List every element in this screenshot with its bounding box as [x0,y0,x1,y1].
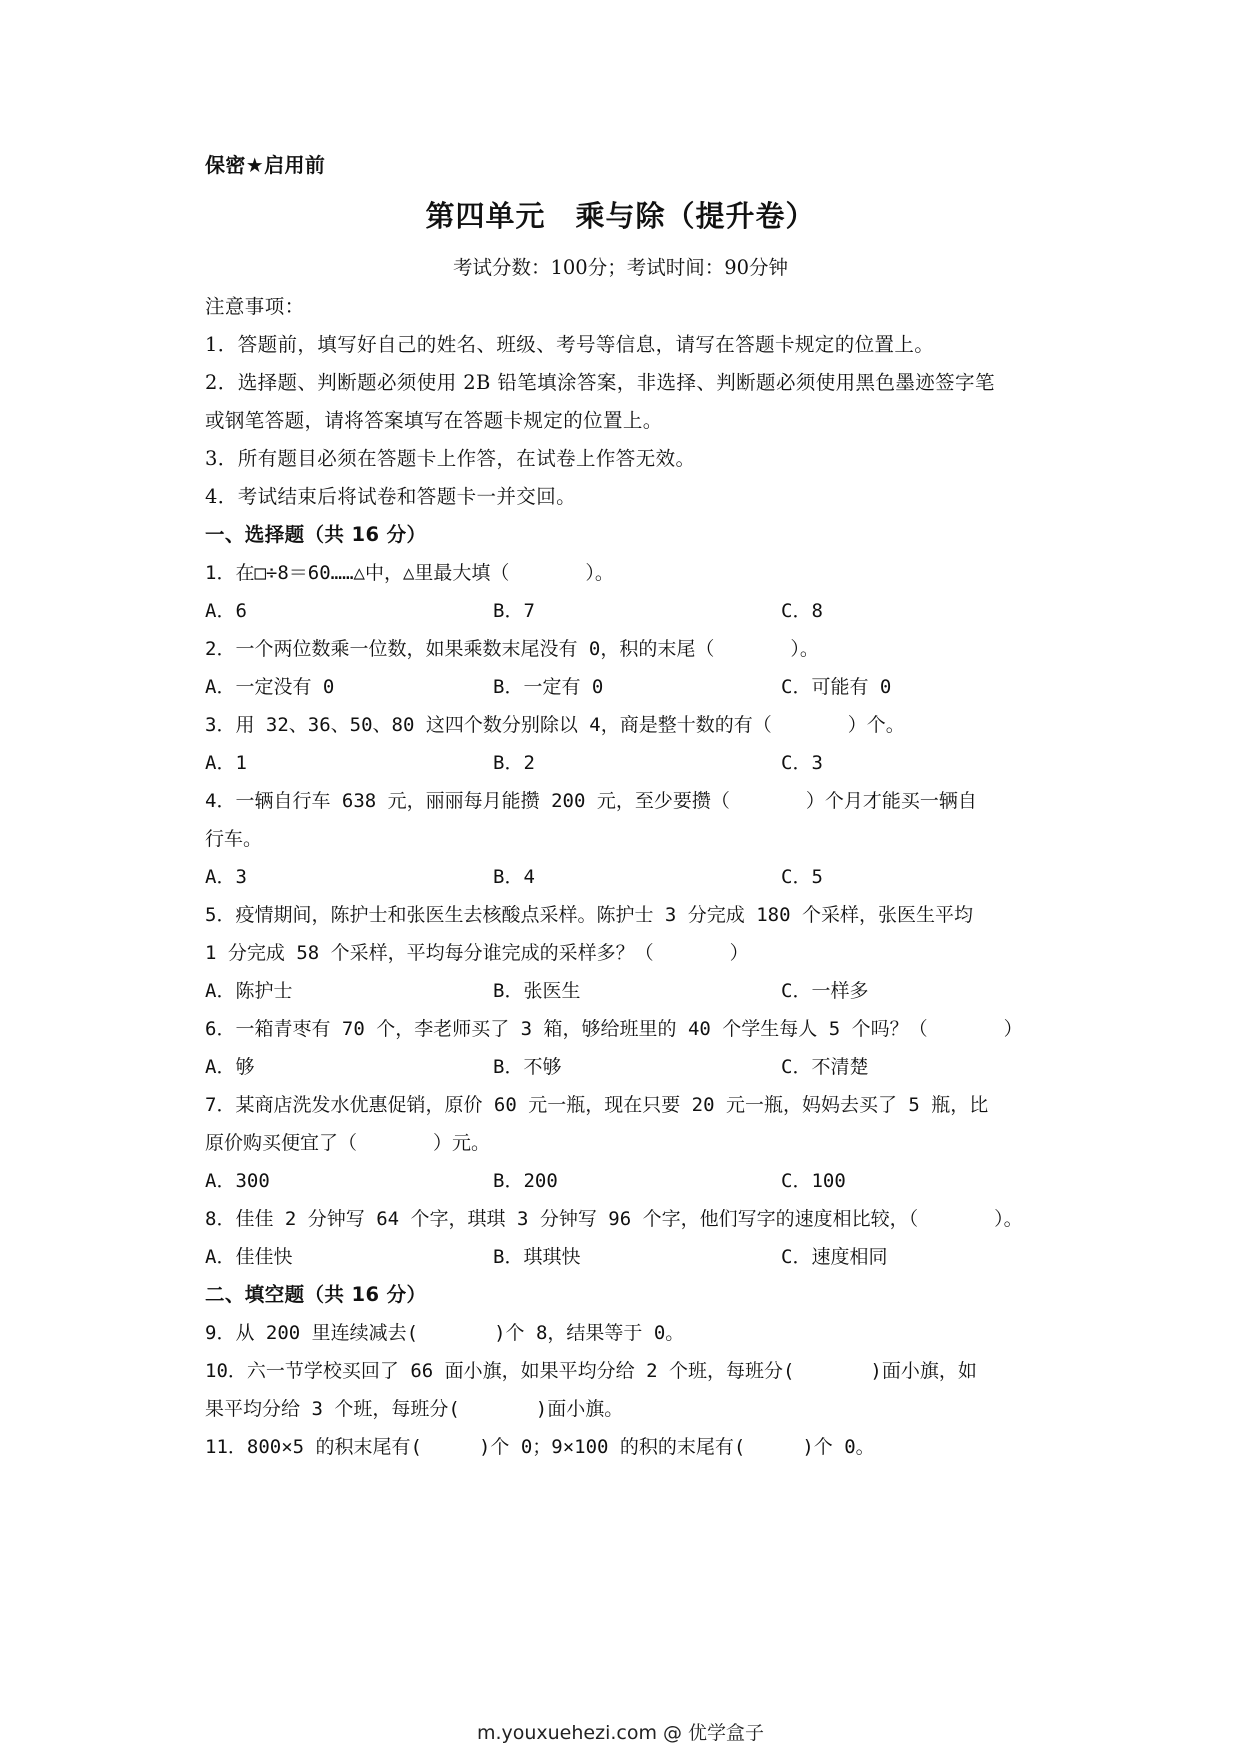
option-b: B．7 [493,600,535,622]
note-item: 3．所有题目必须在答题卡上作答，在试卷上作答无效。 [205,447,696,470]
section-heading-choice: 一、选择题（共 16 分） [205,523,427,546]
option-c: C．5 [781,866,823,888]
option-a: A．300 [205,1170,270,1192]
section-heading-fill: 二、填空题（共 16 分） [205,1283,427,1306]
note-item: 4．考试结束后将试卷和答题卡一并交回。 [205,485,577,508]
option-c: C．速度相同 [781,1246,888,1268]
note-item: 或钢笔答题，请将答案填写在答题卡规定的位置上。 [205,409,663,432]
option-b: B．张医生 [493,980,581,1002]
option-b: B．不够 [493,1056,562,1078]
option-a: A．佳佳快 [205,1246,293,1268]
option-c: C．8 [781,600,823,622]
option-b: B．4 [493,866,535,888]
option-a: A．3 [205,866,247,888]
exam-info: 考试分数：100分；考试时间：90分钟 [452,256,789,279]
page-title: 第四单元 乘与除（提升卷） [425,199,816,233]
question-text-cont: 1 分完成 58 个采样，平均每分谁完成的采样多？（ ） [205,942,749,964]
option-b: B．琪琪快 [493,1246,581,1268]
confidential-label: 保密★启用前 [205,153,326,177]
option-b: B．200 [493,1170,558,1192]
option-c: C．3 [781,752,823,774]
footer-watermark: m.youxuehezi.com @ 优学盒子 [476,1722,765,1744]
note-item: 2．选择题、判断题必须使用 2B 铅笔填涂答案，非选择、判断题必须使用黑色墨迹签字笔 [205,371,995,394]
question-text-cont: 行车。 [205,828,263,850]
question-text: 2．一个两位数乘一位数，如果乘数末尾没有 0，积的末尾（ ）。 [205,638,819,660]
option-c: C．100 [781,1170,846,1192]
question-text: 5．疫情期间，陈护士和张医生去核酸点采样。陈护士 3 分完成 180 个采样，张医生平均 [205,904,973,926]
question-text: 3．用 32、36、50、80 这四个数分别除以 4，商是整十数的有（ ）个。 [205,714,905,736]
question-text: 1．在□÷8＝60……△中，△里最大填（ ）。 [205,562,614,584]
option-a: A．够 [205,1056,255,1078]
option-c: C．可能有 0 [781,676,892,698]
question-text: 10．六一节学校买回了 66 面小旗，如果平均分给 2 个班，每班分( )面小旗，如 [205,1360,977,1382]
option-a: A．1 [205,752,247,774]
note-item: 1．答题前，填写好自己的姓名、班级、考号等信息，请写在答题卡规定的位置上。 [205,333,935,356]
notes-heading: 注意事项： [205,295,305,318]
option-b: B．2 [493,752,535,774]
option-c: C．一样多 [781,980,869,1002]
option-a: A．一定没有 0 [205,676,335,698]
question-text: 7．某商店洗发水优惠促销，原价 60 元一瓶，现在只要 20 元一瓶，妈妈去买了 5 瓶，比 [205,1094,989,1116]
question-text-cont: 果平均分给 3 个班，每班分( )面小旗。 [205,1398,624,1420]
question-text: 9．从 200 里连续减去( )个 8，结果等于 0。 [205,1322,685,1344]
option-a: A．6 [205,600,247,622]
question-text-cont: 原价购买便宜了（ ）元。 [205,1132,491,1154]
option-a: A．陈护士 [205,980,293,1002]
option-b: B．一定有 0 [493,676,604,698]
option-c: C．不清楚 [781,1056,869,1078]
question-text: 6．一箱青枣有 70 个，李老师买了 3 箱，够给班里的 40 个学生每人 5 个吗？（ ） [205,1018,1023,1040]
question-text: 8．佳佳 2 分钟写 64 个字，琪琪 3 分钟写 96 个字，他们写字的速度相比较，（ ）。 [205,1208,1023,1230]
question-text: 4．一辆自行车 638 元，丽丽每月能攒 200 元，至少要攒（ ）个月才能买一辆自 [205,790,977,812]
question-text: 11．800×5 的积末尾有( )个 0；9×100 的积的末尾有( )个 0。 [205,1436,875,1458]
